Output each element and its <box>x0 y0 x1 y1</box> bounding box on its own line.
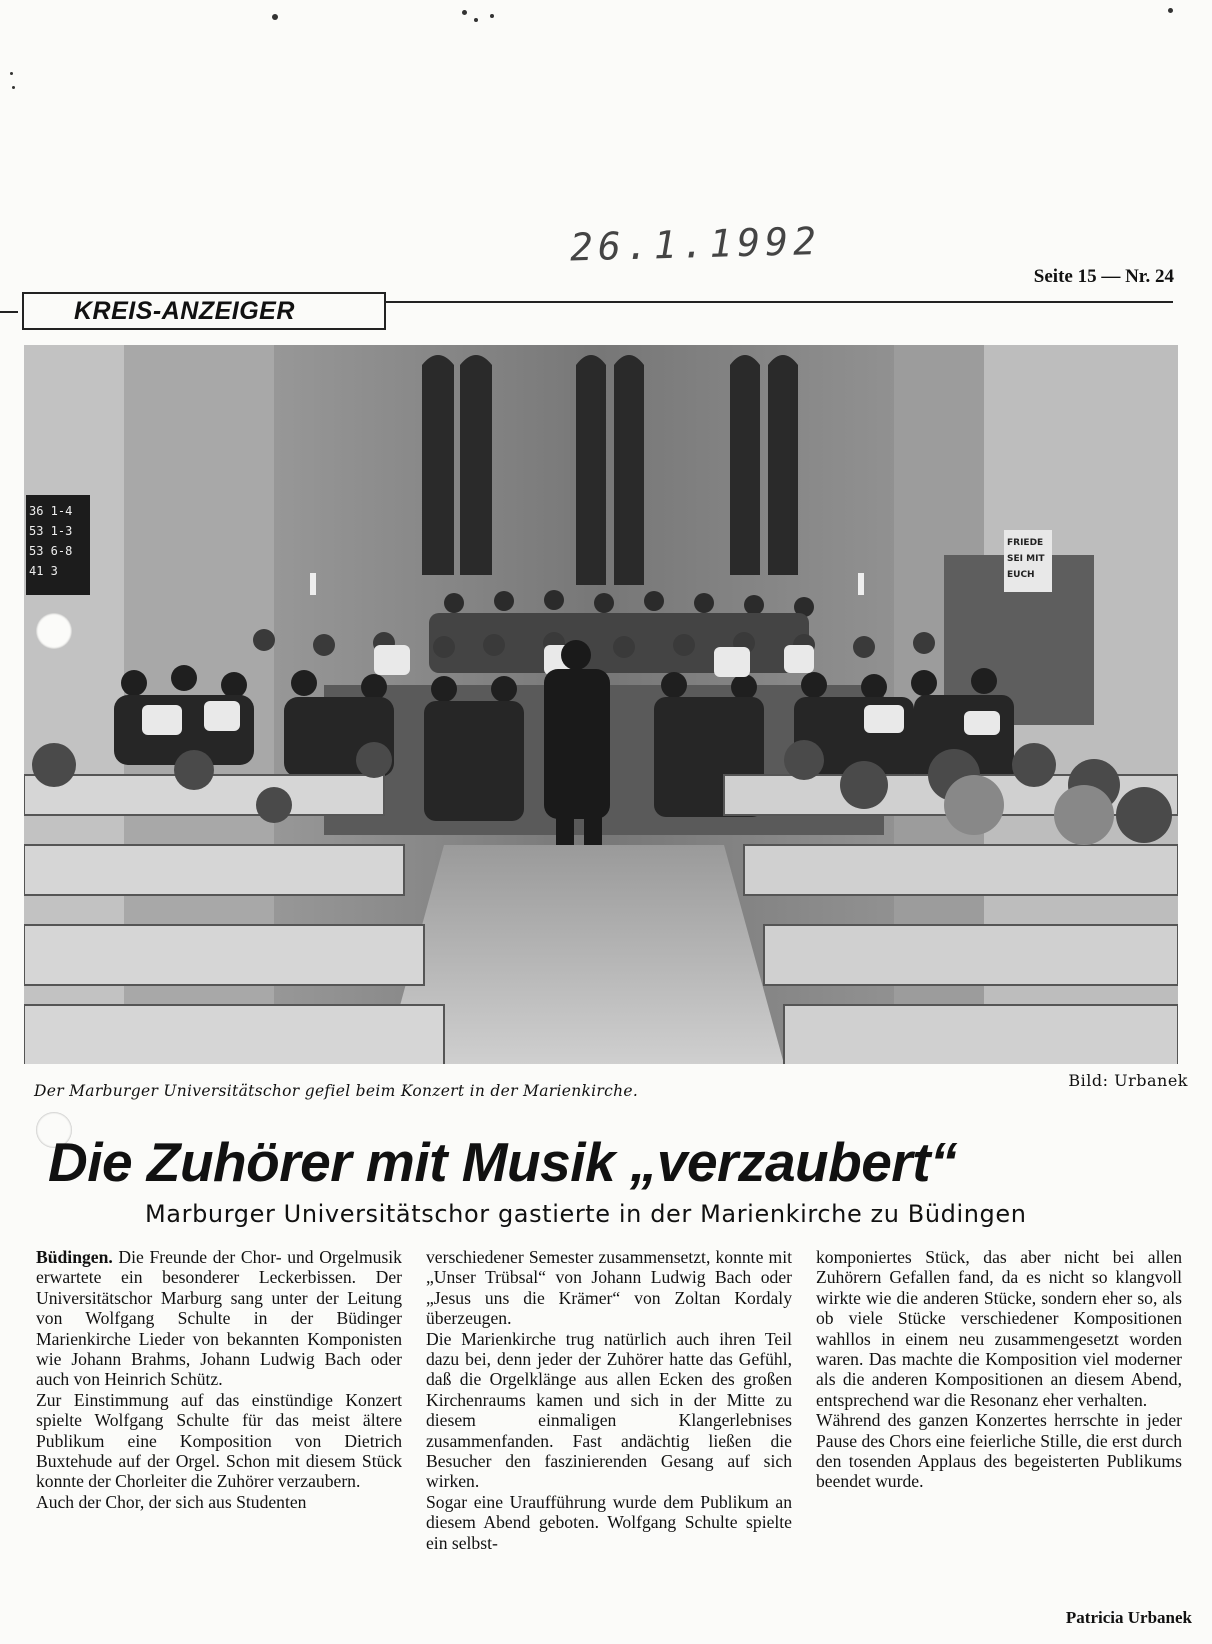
article-paragraph: Während des ganzen Konzertes herrschte in jeder Pause des Chors eine feierliche Stille, die erst durch den tosenden Applaus des begeisterten Publikums beendet wurde. <box>816 1410 1182 1492</box>
author-byline: Patricia Urbanek <box>1065 1608 1192 1627</box>
scan-speck <box>1168 8 1173 13</box>
header-rule-left <box>0 311 18 313</box>
article-paragraph: Sogar eine Uraufführung wurde dem Publikum an diesem Abend geboten. Wolfgang Schulte spielte ein selbst- <box>426 1491 792 1553</box>
scan-speck <box>474 18 478 22</box>
page-number: Seite 15 — Nr. 24 <box>1033 266 1174 287</box>
scan-speck <box>462 10 467 15</box>
photo-caption: Der Marburger Universitätschor gefiel beim Konzert in der Marienkirche. <box>34 1082 639 1100</box>
banner-line: FRIEDE <box>1007 538 1044 548</box>
hymn-board-row: 53 6-8 <box>29 544 73 558</box>
scan-speck <box>12 86 15 89</box>
section-header-box <box>22 292 386 330</box>
section-name: KREIS-ANZEIGER <box>74 297 295 325</box>
banner-line: EUCH <box>1007 570 1035 580</box>
article-paragraph: Die Marienkirche trug natürlich auch ihren Teil dazu bei, denn jeder der Zuhörer hatte das Gefühl, daß die Orgelklänge aus allen Ecken des großen Kirchenraums kamen und sich in der Mitte zu diesem einmaligen Klangerlebnises zusammenfanden. Fast andächtig ließen die Besucher den faszinierenden Gesang auf sich wirken. <box>426 1328 792 1492</box>
hymn-board-row: 36 1-4 <box>29 504 73 518</box>
scan-speck <box>10 72 13 75</box>
hymn-board-row: 41 3 <box>29 564 58 578</box>
hymn-board-row: 53 1-3 <box>29 524 73 538</box>
header-rule <box>386 301 1173 303</box>
choir-photo-drawing <box>24 345 1178 1064</box>
scan-speck <box>272 14 278 20</box>
photo-credit: Bild: Urbanek <box>1068 1071 1188 1090</box>
subheadline: Marburger Universitätschor gastierte in der Marienkirche zu Büdingen <box>145 1200 1027 1228</box>
dateline: Büdingen. <box>36 1247 113 1267</box>
article-paragraph: verschiedener Semester zusammensetzt, konnte mit „Unser Trübsal“ von Johann Ludwig Bach oder „Jesus uns die Krämer“ von Zoltan Kordaly überzeugen. <box>426 1247 792 1329</box>
article-paragraph <box>36 1247 402 1390</box>
article-paragraph: komponiertes Stück, das aber nicht bei allen Zuhörern Gefallen fand, da es nicht so klangvoll wirkte wie die anderen Stücke, sondern eher so, als ob viele Stücke verschiedener Kompositionen wahllos in einem neu zusammengesetzt worden waren. Das machte die Komposition viel moderner als die anderen Kompositionen an diesem Abend, entsprechend war die Resonanz eher verhalten. <box>816 1247 1182 1410</box>
punch-hole <box>36 613 72 649</box>
banner-line: SEI MIT <box>1007 554 1045 564</box>
article-paragraph: Zur Einstimmung auf das einstündige Konzert spielte Wolfgang Schulte für das meist ältere Publikum eine Komposition von Dietrich Buxtehude auf der Orgel. Schon mit diesem Stück konnte der Chorleiter die Zuhörer verzaubern. <box>36 1389 402 1492</box>
article-paragraph: Auch der Chor, der sich aus Studenten <box>36 1491 307 1512</box>
handwritten-date: 26.1.1992 <box>569 218 822 270</box>
article-text: Die Freunde der Chor- und Orgelmusik erwartete ein besonderer Leckerbissen. Der Universitätschor Marburg sang unter der Leitung von Wolfgang Schulte in der Büdinger Marienkirche Lieder von bekannten Komponisten wie Johann Brahms, Johann Ludwig Bach oder auch von Heinrich Schütz. <box>36 1247 402 1390</box>
scan-speck <box>490 14 494 18</box>
choir-photo <box>24 345 1178 1064</box>
headline: Die Zuhörer mit Musik „verzaubert“ <box>48 1131 958 1193</box>
article-column-2 <box>426 1247 792 1553</box>
article-column-3 <box>816 1247 1182 1492</box>
article-column-1 <box>36 1247 402 1512</box>
